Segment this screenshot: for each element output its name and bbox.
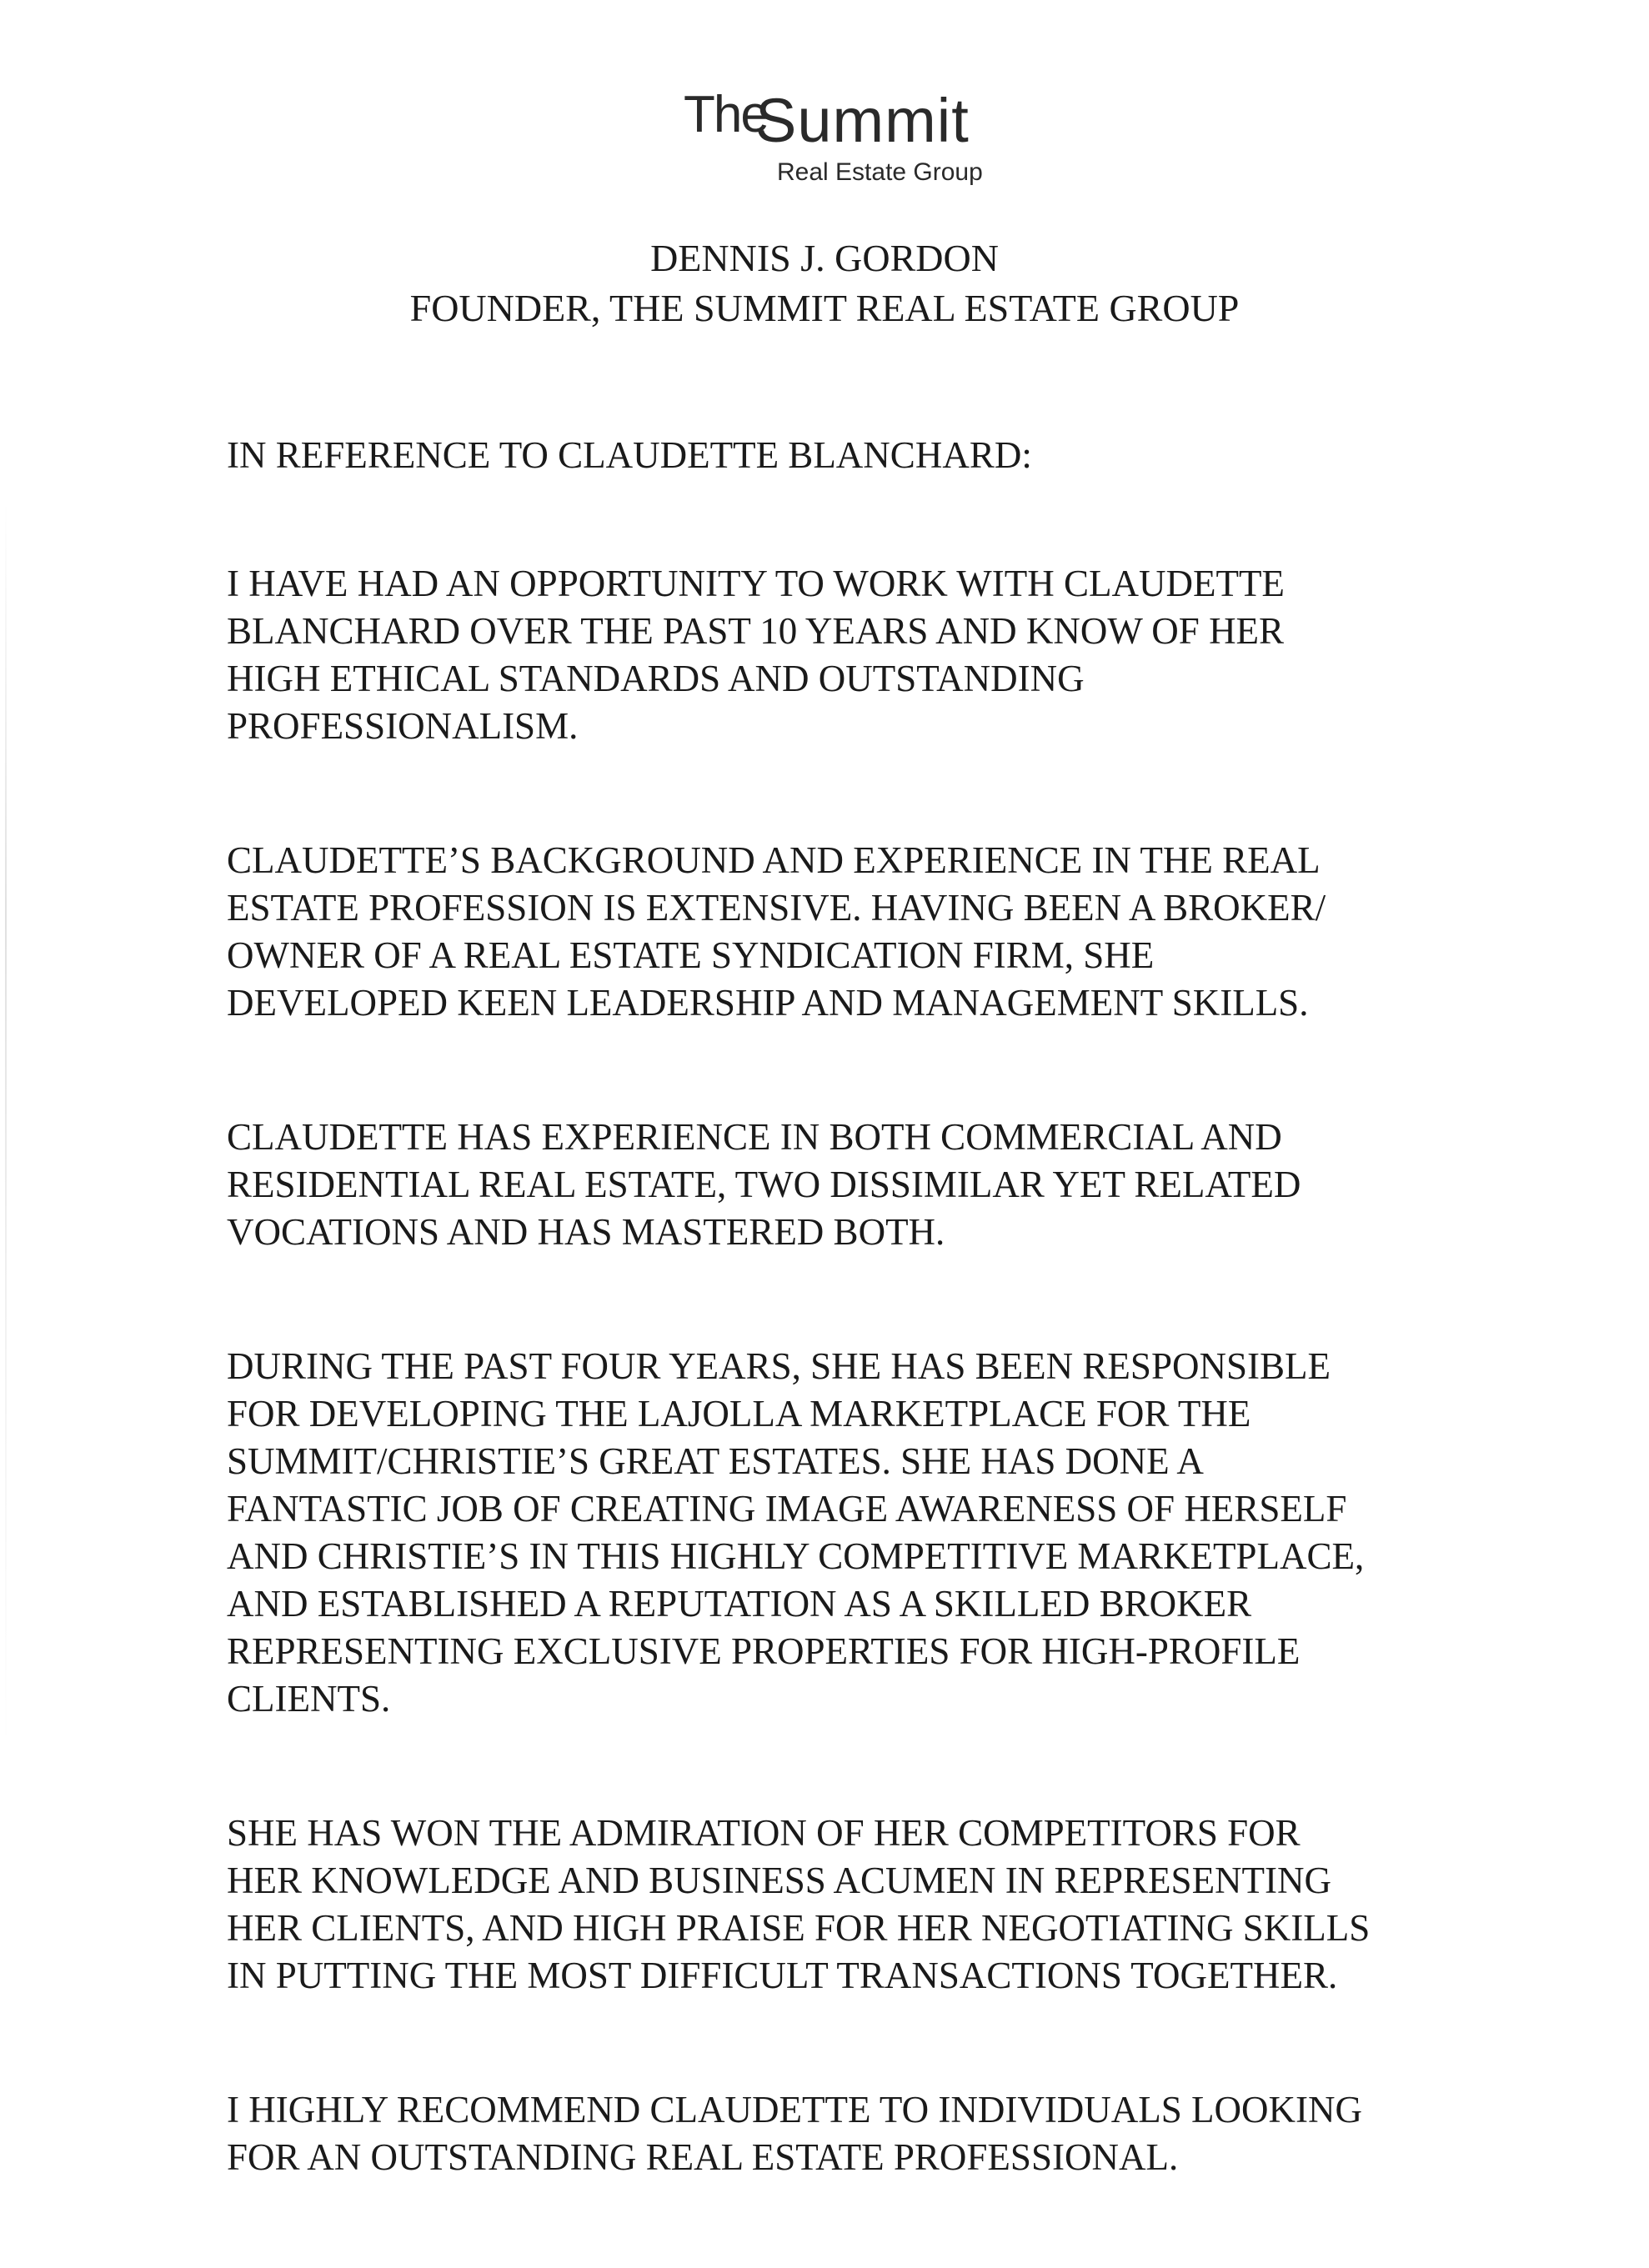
paragraph-line: FOR DEVELOPING THE LAJOLLA MARKETPLACE FOR THE [227,1393,1251,1434]
paragraph [227,560,1494,750]
logo-summit: Summit [755,86,970,155]
paragraph [227,837,1494,1027]
paragraphs [227,560,1494,2181]
summit-logo-graphic [684,48,1017,190]
paragraph-line: AND ESTABLISHED A REPUTATION AS A SKILLED BROKER [227,1583,1252,1625]
scan-edge [5,500,7,1750]
author-title: FOUNDER, THE SUMMIT REAL ESTATE GROUP [409,287,1240,329]
letter-body [227,432,1494,2268]
paragraph-line: BLANCHARD OVER THE PAST 10 YEARS AND KNOW OF HER [227,610,1285,652]
paragraph [227,2086,1494,2181]
reference-line: IN REFERENCE TO CLAUDETTE BLANCHARD: [227,434,1032,476]
paragraph [227,1810,1494,2000]
paragraph-line: AND CHRISTIE’S IN THIS HIGHLY COMPETITIVE MARKETPLACE, [227,1535,1365,1577]
paragraph-line: ESTATE PROFESSION IS EXTENSIVE. HAVING BEEN A BROKER/ [227,887,1326,929]
paragraph-line: CLIENTS. [227,1678,391,1720]
logo-the: The [684,86,768,143]
logo-subtitle: Real Estate Group [777,158,983,186]
summit-logo [684,48,1017,190]
paragraph-line: FOR AN OUTSTANDING REAL ESTATE PROFESSIONAL. [227,2136,1179,2178]
paragraph-line: REPRESENTING EXCLUSIVE PROPERTIES FOR HIGH-PROFILE [227,1630,1301,1672]
paragraph [227,1343,1494,1723]
paragraph-line: HER KNOWLEDGE AND BUSINESS ACUMEN IN REPRESENTING [227,1860,1332,1901]
paragraph-line: RESIDENTIAL REAL ESTATE, TWO DISSIMILAR YET RELATED [227,1164,1301,1205]
paragraph-line: CLAUDETTE’S BACKGROUND AND EXPERIENCE IN THE REAL [227,839,1321,881]
paragraph-line: DEVELOPED KEEN LEADERSHIP AND MANAGEMENT SKILLS. [227,982,1309,1024]
paragraph-line: HER CLIENTS, AND HIGH PRAISE FOR HER NEGOTIATING SKILLS [227,1907,1371,1949]
paragraph [227,1114,1494,1256]
paragraph-line: SHE HAS WON THE ADMIRATION OF HER COMPETITORS FOR [227,1812,1301,1854]
paragraph-line: I HIGHLY RECOMMEND CLAUDETTE TO INDIVIDUALS LOOKING [227,2089,1363,2130]
paragraph-line: HIGH ETHICAL STANDARDS AND OUTSTANDING [227,658,1085,699]
paragraph-line: I HAVE HAD AN OPPORTUNITY TO WORK WITH CLAUDETTE [227,563,1285,604]
author-name: DENNIS J. GORDON [650,237,999,279]
paragraph-line: IN PUTTING THE MOST DIFFICULT TRANSACTIONS TOGETHER. [227,1955,1338,1996]
paragraph-line: FANTASTIC JOB OF CREATING IMAGE AWARENESS OF HERSELF [227,1488,1347,1530]
paragraph-line: PROFESSIONALISM. [227,705,579,747]
paragraph-line: DURING THE PAST FOUR YEARS, SHE HAS BEEN RESPONSIBLE [227,1345,1331,1387]
paragraph-line: OWNER OF A REAL ESTATE SYNDICATION FIRM, SHE [227,934,1155,976]
paragraph-line: CLAUDETTE HAS EXPERIENCE IN BOTH COMMERCIAL AND [227,1116,1282,1158]
letter-header [0,233,1649,333]
paragraph-line: VOCATIONS AND HAS MASTERED BOTH. [227,1211,945,1253]
paragraph-line: SUMMIT/CHRISTIE’S GREAT ESTATES. SHE HAS DONE A [227,1440,1204,1482]
